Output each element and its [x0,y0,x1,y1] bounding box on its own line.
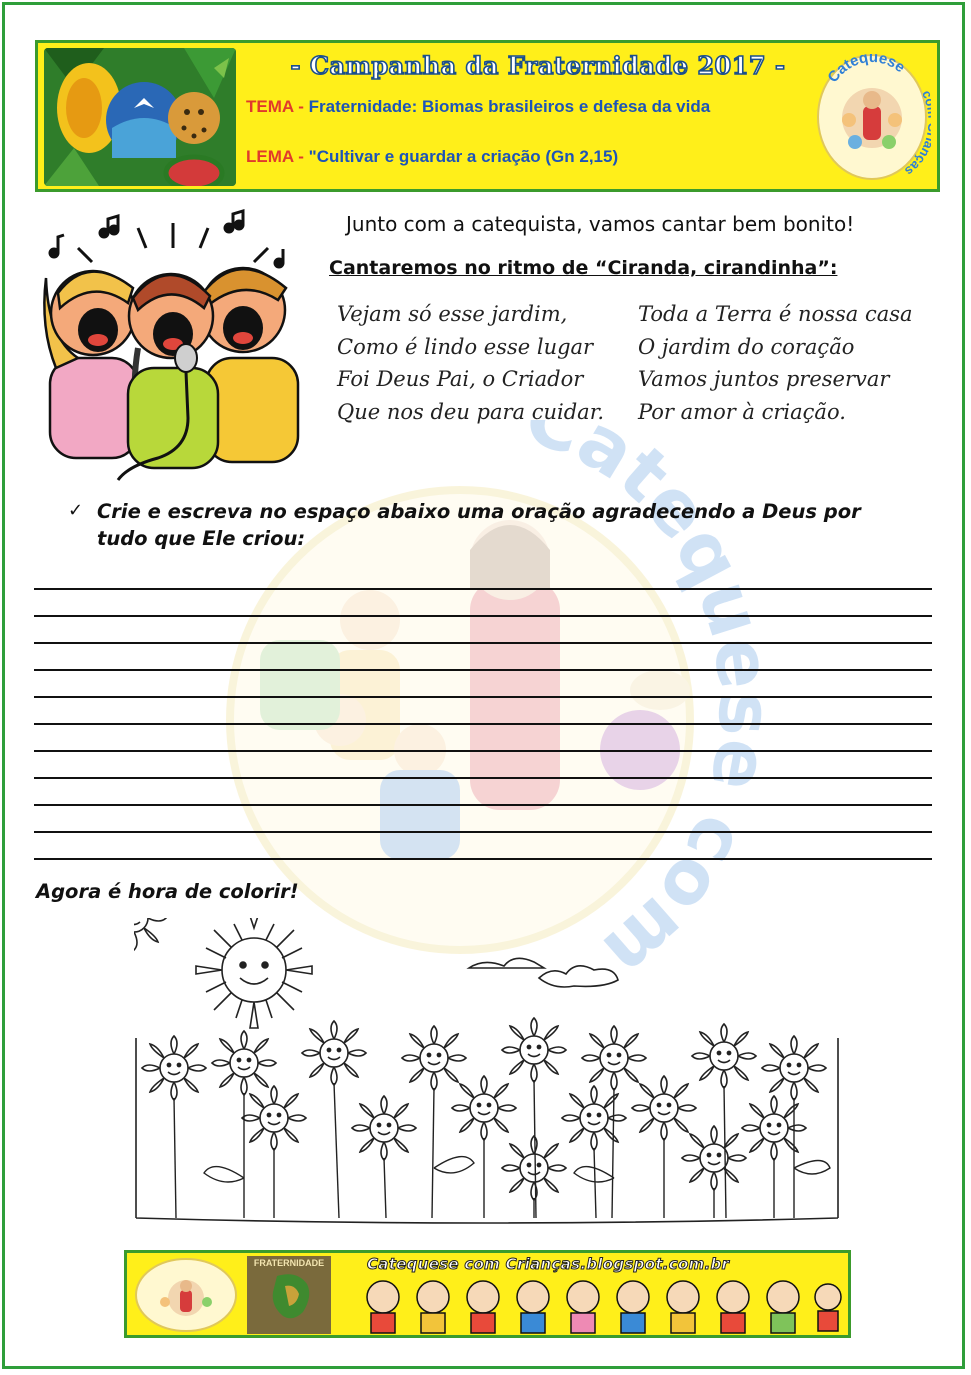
writing-line[interactable] [34,831,932,833]
poster-title: FRATERNIDADE [253,1258,325,1268]
writing-line[interactable] [34,588,932,590]
prayer-prompt: Crie e escreva no espaço abaixo uma oração agradecendo a Deus por tudo que Ele criou: [97,500,861,550]
song-heading: Cantaremos no ritmo de “Ciranda, cirandinha”: [329,257,838,279]
verse-line: Toda a Terra é nossa casa [638,302,913,326]
catequese-footer-logo [133,1256,239,1334]
writing-line[interactable] [34,642,932,644]
motto-label: LEMA - [246,147,304,166]
svg-text:Catequese: Catequese [824,48,909,86]
writing-line[interactable] [34,615,932,617]
writing-line[interactable] [34,777,932,779]
writing-line[interactable] [34,750,932,752]
footer-banner [124,1250,851,1338]
biomes-illustration [44,48,236,186]
coloring-title: Agora é hora de colorir! [36,880,299,903]
verse-line: Que nos deu para cuidar. [337,399,605,424]
verse-line: Vejam só esse jardim, [337,302,568,326]
motto-line [246,147,618,167]
blog-url[interactable]: Catequese com Crianças.blogspot.com.br [367,1255,730,1273]
header-banner [35,40,940,192]
writing-line[interactable] [34,669,932,671]
motto-text: "Cultivar e guardar a criação (Gn 2,15) [308,147,619,166]
theme-line [246,97,710,117]
verse-line: Foi Deus Pai, o Criador [337,367,584,391]
verse-line: Como é lindo esse lugar [337,334,594,359]
verse-line: O jardim do coração [638,334,855,359]
theme-text: Fraternidade: Biomas brasileiros e defesa da vida [308,97,711,116]
song-intro: Junto com a catequista, vamos cantar bem bonito! [346,212,855,236]
writing-line[interactable] [34,696,932,698]
sun-and-sunflowers-coloring-drawing[interactable] [134,918,840,1234]
svg-text:com Crianças: ças [902,152,929,180]
children-holding-hands-illustration [363,1275,843,1335]
writing-line[interactable] [34,858,932,860]
writing-line[interactable] [34,804,932,806]
watermark-text: Catequese com [514,420,780,980]
singing-children-illustration [38,208,300,484]
check-mark-icon: ✓ [68,500,84,521]
campaign-title: - Campanha da Fraternidade 2017 - [290,51,786,80]
verse-left-column [337,298,604,428]
verse-right-column [638,298,913,428]
theme-label: TEMA - [246,97,304,116]
writing-line[interactable] [34,723,932,725]
catequese-badge-logo [813,48,931,186]
verse-line: Por amor à criação. [638,399,846,424]
fraternity-campaign-poster [247,1256,331,1334]
verse-line: Vamos juntos preservar [638,367,890,391]
